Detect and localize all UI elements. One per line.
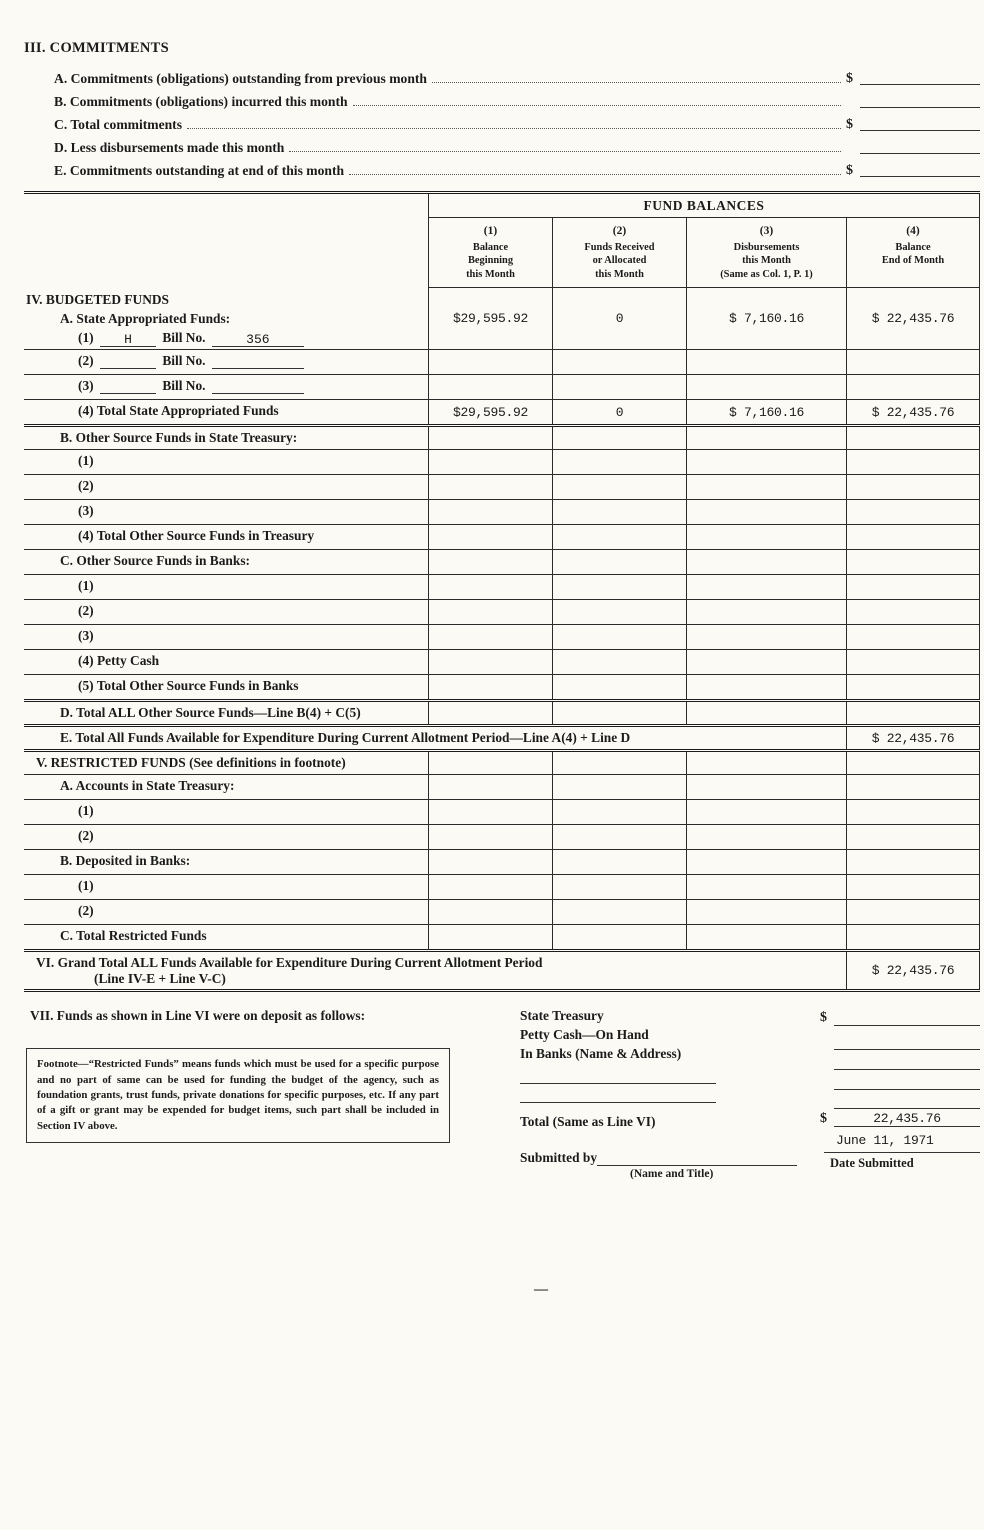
item-number: (2) (78, 353, 94, 369)
section-7 (24, 1008, 980, 1198)
row-label (24, 288, 428, 349)
row-label: (2) (78, 603, 94, 619)
cell (552, 825, 686, 849)
col-number: (4) (906, 225, 920, 237)
cell (686, 500, 846, 524)
dollar-sign: $ (846, 71, 853, 86)
row-vi-grand-total (24, 949, 980, 989)
cell (428, 850, 552, 874)
cell-disbursements (686, 350, 846, 374)
cell (846, 625, 980, 649)
cell-balance-end: $ 22,435.76 (846, 288, 980, 349)
cell (846, 925, 980, 949)
row-v-b2 (24, 899, 980, 924)
cell-balance-end: $ 22,435.76 (846, 727, 980, 749)
amount-blank-line (834, 1076, 980, 1090)
row-label: (5) Total Other Source Funds in Banks (78, 678, 299, 694)
row-label: C. Other Source Funds in Banks: (60, 553, 250, 569)
cell (686, 625, 846, 649)
cell (428, 427, 552, 449)
date-blank-line (824, 1151, 980, 1153)
cell (846, 800, 980, 824)
cell (428, 475, 552, 499)
row-label: (1) (78, 578, 94, 594)
cell (846, 752, 980, 774)
row-iv-d-total (24, 699, 980, 724)
row-label: (2) (78, 903, 94, 919)
row-v-heading (24, 749, 980, 774)
bill-no-label: Bill No. (162, 378, 206, 394)
cell (552, 775, 686, 799)
cell (552, 475, 686, 499)
row-label (24, 375, 428, 399)
submitted-by-row (520, 1150, 797, 1166)
cell (686, 427, 846, 449)
cell (686, 650, 846, 674)
commitments-row-d (54, 133, 980, 156)
name-and-title-label: (Name and Title) (630, 1168, 714, 1181)
row-iv-b-heading (24, 424, 980, 449)
cell (846, 850, 980, 874)
column-header-row (24, 218, 980, 288)
col-header-3 (686, 218, 846, 288)
cell (686, 800, 846, 824)
cell (846, 900, 980, 924)
commitments-row-e (54, 156, 980, 179)
commitments-row-c (54, 110, 980, 133)
section-3-title: III. COMMITMENTS (24, 40, 169, 56)
cell (846, 600, 980, 624)
state-treasury-amount-row (820, 1010, 980, 1026)
col-number: (3) (759, 225, 774, 237)
bill-no-fill: 356 (212, 331, 304, 347)
cell (552, 625, 686, 649)
cell (686, 550, 846, 574)
cell (428, 500, 552, 524)
row-v-a1 (24, 799, 980, 824)
cell (428, 525, 552, 549)
col-header-line: (Same as Col. 1, P. 1) (720, 268, 813, 280)
bill-no-label: Bill No. (162, 353, 206, 369)
bill-type-fill: H (100, 331, 156, 347)
cell (552, 702, 686, 724)
row-iv-c3 (24, 624, 980, 649)
cell (686, 850, 846, 874)
col-header-line: Disbursements (733, 242, 800, 253)
row-label: E. Total All Funds Available for Expenditure During Current Allotment Period—Line A(4) + Line D (60, 730, 631, 746)
row-v-a-heading (24, 774, 980, 799)
row-label: (1) (78, 453, 94, 469)
row-v-b1 (24, 874, 980, 899)
amount-blank-line (860, 163, 980, 177)
row-v-c-total (24, 924, 980, 949)
grand-total-sublabel: (Line IV-E + Line V-C) (94, 971, 226, 987)
header-spacer (24, 218, 428, 288)
col-header-2 (552, 218, 686, 288)
cell (846, 875, 980, 899)
cell (846, 450, 980, 474)
cell (552, 675, 686, 699)
cell-balance-beginning: $29,595.92 (428, 400, 552, 424)
cell-balance-beginning (428, 350, 552, 374)
dotted-leader (349, 173, 841, 175)
cell (846, 427, 980, 449)
cell-balance-beginning: $29,595.92 (428, 288, 552, 349)
row-label: B. Other Source Funds in State Treasury: (60, 430, 298, 446)
cell (686, 675, 846, 699)
row-label (24, 752, 428, 774)
col-number: (2) (612, 225, 627, 237)
dollar-sign: $ (846, 117, 853, 132)
cell-funds-received (552, 350, 686, 374)
row-iv-a2 (24, 349, 980, 374)
cell-balance-end (846, 350, 980, 374)
bank-name-blank-line (520, 1101, 716, 1103)
row-label (24, 952, 846, 989)
amount-blank-line (834, 1056, 980, 1070)
cell (428, 825, 552, 849)
page-number-dash: — (534, 1282, 548, 1297)
row-label (24, 350, 428, 374)
cell (846, 475, 980, 499)
amount-blank-line (834, 1012, 980, 1026)
cell (428, 702, 552, 724)
signature-blank-line (597, 1152, 797, 1166)
bill-line (24, 329, 428, 348)
dollar-sign: $ (846, 163, 853, 178)
cell (846, 825, 980, 849)
cell (552, 650, 686, 674)
cell (686, 752, 846, 774)
col-header-line: End of Month (881, 255, 945, 267)
cell (552, 427, 686, 449)
cell-disbursements (686, 375, 846, 399)
row-label: A. Commitments (obligations) outstanding from previous month (54, 71, 427, 86)
dotted-leader (432, 81, 841, 83)
amount-blank-line (860, 140, 980, 154)
row-label: D. Total ALL Other Source Funds—Line B(4) + C(5) (60, 705, 361, 721)
amount-blank-row (834, 1095, 980, 1109)
cell-funds-received (552, 375, 686, 399)
section-5-title: V. RESTRICTED FUNDS (36, 755, 186, 771)
cell (428, 900, 552, 924)
cell (686, 475, 846, 499)
col-header-line: Balance (895, 242, 931, 253)
bill-no-fill (212, 378, 304, 394)
col-header-line: or Allocated (592, 255, 647, 267)
cell (846, 675, 980, 699)
cell-funds-received: 0 (552, 400, 686, 424)
cell (686, 600, 846, 624)
footnote-text: Footnote—“Restricted Funds” means funds which must be used for a specific purpose and no part of same can be used for funding the budget of the agency, such as foundation grants, trust funds, private donations for specific purposes, etc. If any part of a gift or grant may be expended for budget items, such part shall be included in Section IV above. (37, 1058, 439, 1132)
cell (552, 550, 686, 574)
amount-blank-line (834, 1095, 980, 1109)
cell-funds-received: 0 (552, 288, 686, 349)
dotted-leader (289, 150, 841, 152)
row-v-a2 (24, 824, 980, 849)
cell (846, 550, 980, 574)
fund-balances-heading: FUND BALANCES (428, 194, 980, 218)
cell-balance-end (846, 375, 980, 399)
cell (846, 775, 980, 799)
col-header-line: Balance (472, 242, 509, 253)
row-iv-a3 (24, 374, 980, 399)
cell (686, 775, 846, 799)
form-page (24, 40, 980, 1198)
row-v-b-heading (24, 849, 980, 874)
section-4-title: IV. BUDGETED FUNDS (26, 292, 169, 307)
dollar-sign: $ (820, 1010, 827, 1026)
col-header-line: this Month (466, 268, 515, 280)
dollar-sign: $ (820, 1111, 827, 1127)
cell (552, 850, 686, 874)
cell (686, 525, 846, 549)
row-iv-b2 (24, 474, 980, 499)
table-banner-row (24, 194, 980, 218)
row-label: (2) (78, 478, 94, 494)
row-label: C. Total Restricted Funds (60, 928, 207, 944)
row-iv-b4-total (24, 524, 980, 549)
cell-disbursements: $ 7,160.16 (686, 288, 846, 349)
row-label: B. Deposited in Banks: (60, 853, 191, 869)
cell (428, 450, 552, 474)
cell (686, 825, 846, 849)
cell (846, 650, 980, 674)
row-iv-c4-petty-cash (24, 649, 980, 674)
col-header-line: Beginning (467, 255, 514, 267)
commitments-row-b (54, 87, 980, 110)
bill-type-fill (100, 353, 156, 369)
state-appropriated-label: A. State Appropriated Funds: (60, 310, 231, 326)
fund-balances-table (24, 191, 980, 992)
cell (428, 875, 552, 899)
col-header-1 (428, 218, 552, 288)
row-label: (3) (78, 628, 94, 644)
section-7-title: VII. Funds as shown in Line VI were on deposit as follows: (30, 1008, 366, 1024)
row-label: B. Commitments (obligations) incurred this month (54, 94, 348, 109)
row-label: A. Accounts in State Treasury: (60, 778, 235, 794)
amount-blank-row (834, 1056, 980, 1070)
cell-disbursements: $ 7,160.16 (686, 400, 846, 424)
amount-blank-line (860, 94, 980, 108)
cell (846, 525, 980, 549)
commitments-row-a (54, 64, 980, 87)
cell-balance-end: $ 22,435.76 (846, 400, 980, 424)
banner-spacer (24, 194, 428, 218)
cell (428, 752, 552, 774)
cell (428, 575, 552, 599)
bill-no-label: Bill No. (162, 329, 206, 345)
row-iv-b1 (24, 449, 980, 474)
cell (428, 625, 552, 649)
cell (552, 752, 686, 774)
item-number: (3) (78, 378, 94, 394)
amount-blank-line (860, 117, 980, 131)
item-number: (1) (78, 329, 94, 345)
col-header-line: this Month (595, 268, 644, 280)
col-header-line: this Month (742, 255, 791, 267)
cell (552, 900, 686, 924)
cell (552, 600, 686, 624)
cell (686, 925, 846, 949)
row-label: (4) Petty Cash (78, 653, 160, 669)
amount-blank-row (834, 1076, 980, 1090)
row-label: (4) Total State Appropriated Funds (78, 403, 279, 419)
cell (428, 650, 552, 674)
row-iv-c5-total (24, 674, 980, 699)
bill-no-fill (212, 353, 304, 369)
total-label: Total (Same as Line VI) (520, 1114, 656, 1130)
row-iv-c-heading (24, 549, 980, 574)
date-submitted-value: June 11, 1971 (836, 1133, 934, 1149)
cell (686, 702, 846, 724)
row-iv-c2 (24, 599, 980, 624)
cell (552, 800, 686, 824)
cell (846, 500, 980, 524)
cell (552, 575, 686, 599)
row-iv-b3 (24, 499, 980, 524)
cell (686, 575, 846, 599)
amount-blank-line (860, 71, 980, 85)
col-header-line: Funds Received (584, 242, 655, 253)
section-5-note: (See definitions in footnote) (189, 755, 346, 771)
cell (686, 900, 846, 924)
dotted-leader (353, 104, 841, 106)
row-iv-a1 (24, 288, 980, 349)
col-header-4 (846, 218, 980, 288)
row-label: E. Commitments outstanding at end of this month (54, 163, 345, 178)
row-iv-c1 (24, 574, 980, 599)
submitted-by-label: Submitted by (520, 1150, 598, 1166)
cell (428, 675, 552, 699)
deposit-label-petty-cash: Petty Cash—On Hand (520, 1027, 649, 1043)
cell-grand-total: $ 22,435.76 (846, 952, 980, 989)
row-label: (2) (78, 828, 94, 844)
dotted-leader (187, 127, 841, 129)
cell (428, 925, 552, 949)
bank-name-blank-line (520, 1082, 716, 1084)
cell (686, 875, 846, 899)
col-number: (1) (483, 225, 498, 237)
row-iv-a4-total (24, 399, 980, 424)
cell (552, 525, 686, 549)
row-label: (1) (78, 803, 94, 819)
cell-balance-beginning (428, 375, 552, 399)
cell (552, 875, 686, 899)
footnote-box (26, 1048, 450, 1143)
row-label: C. Total commitments (54, 117, 182, 132)
total-amount-row (820, 1111, 980, 1127)
row-label: (4) Total Other Source Funds in Treasury (78, 528, 315, 544)
amount-blank-row (834, 1036, 980, 1050)
cell (428, 600, 552, 624)
cell (552, 925, 686, 949)
grand-total-label: VI. Grand Total ALL Funds Available for Expenditure During Current Allotment Period (36, 955, 543, 971)
amount-blank-line (834, 1036, 980, 1050)
deposit-label-in-banks: In Banks (Name & Address) (520, 1046, 682, 1062)
row-iv-e-total (24, 724, 980, 749)
cell (428, 550, 552, 574)
cell (846, 575, 980, 599)
cell (428, 800, 552, 824)
row-label: (1) (78, 878, 94, 894)
date-submitted-label: Date Submitted (830, 1156, 914, 1171)
total-amount-value: 22,435.76 (834, 1111, 980, 1127)
row-label: (3) (78, 503, 94, 519)
deposit-label-state-treasury: State Treasury (520, 1008, 604, 1024)
row-label: D. Less disbursements made this month (54, 140, 285, 155)
cell (552, 450, 686, 474)
cell (686, 450, 846, 474)
cell (552, 500, 686, 524)
cell (846, 702, 980, 724)
cell (428, 775, 552, 799)
bill-type-fill (100, 378, 156, 394)
section-3-rows (54, 64, 980, 179)
